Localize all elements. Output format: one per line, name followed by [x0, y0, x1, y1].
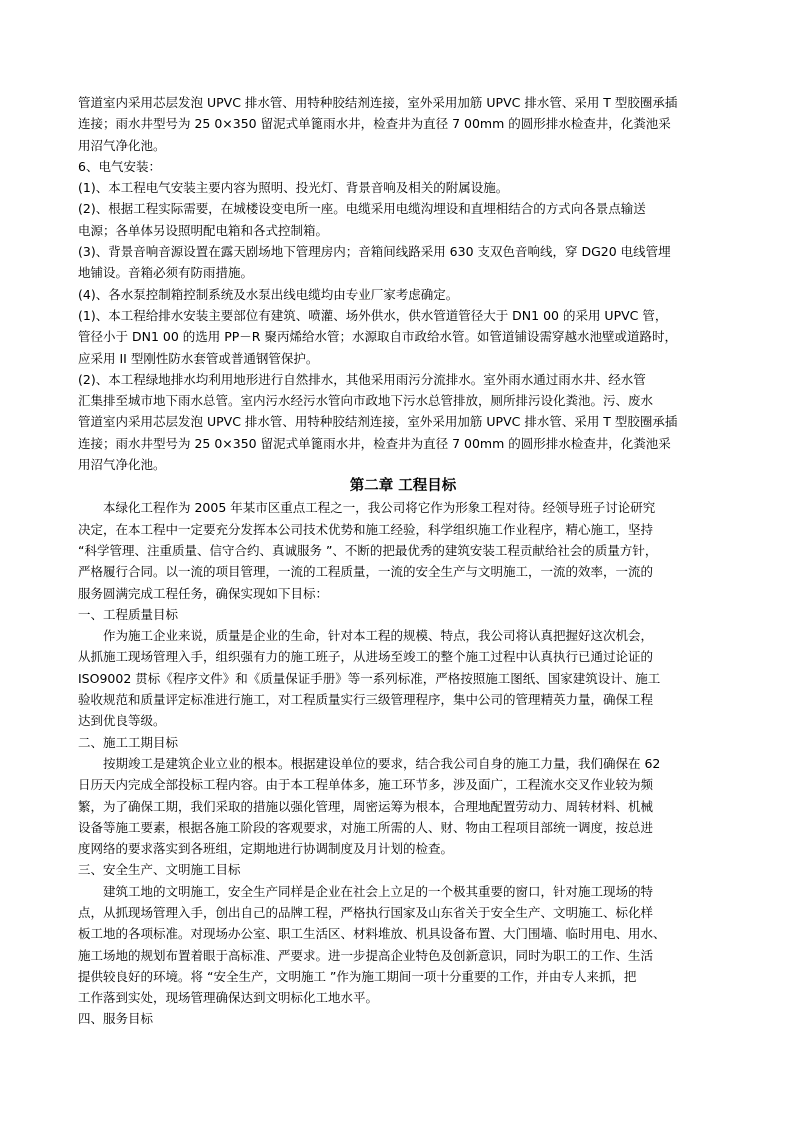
text-line: 严格履行合同。以一流的项目管理，一流的工程质量，一流的安全生产与文明施工，一流的效率，一流的 — [78, 564, 654, 580]
text-line: (1)、本工程电气安装主要内容为照明、投光灯、背景音响及相关的附属设施。 — [78, 180, 509, 196]
text-line: 达到优良等级。 — [78, 713, 166, 729]
text-line: 度网络的要求落实到各班组，定期地进行协调制度及月计划的检查。 — [78, 841, 454, 857]
text-line: 管径小于 DN1 00 的选用 PP－R 聚丙烯给水管；水源取自市政给水管。如管道铺设需穿越水池壁或道路时， — [78, 329, 677, 345]
text-line: 服务圆满完成工程任务，确保实现如下目标： — [78, 585, 329, 601]
text-line: 验收规范和质量评定标准进行施工，对工程质量实行三级管理程序，集中公司的管理精英力量，确保工程 — [78, 692, 654, 708]
text-line: 工作落到实处，现场管理确保达到文明标化工地水平。 — [78, 990, 379, 1006]
chapter-title: 第二章 工程目标 — [349, 478, 457, 495]
text-line: 提供较良好的环境。将 “安全生产，文明施工 ”作为施工期间一项十分重要的工作，并由专人来抓，把 — [78, 968, 637, 984]
text-line: 用沼气净化池。 — [78, 137, 166, 153]
text-line: (4)、各水泵控制箱控制系统及水泵出线电缆均由专业厂家考虑确定。 — [78, 286, 459, 302]
text-line: 决定，在本工程中一定要充分发挥本公司技术优势和施工经验，科学组织施工作业程序，精心施工，坚持 — [78, 521, 654, 537]
text-line: 用沼气净化池。 — [78, 457, 166, 473]
text-line: 繁，为了确保工期，我们采取的措施以强化管理，周密运筹为根本，合理地配置劳动力、周转材料、机械 — [78, 798, 654, 814]
section-heading: 三、安全生产、文明施工目标 — [78, 862, 241, 878]
text-line: 管道室内采用芯层发泡 UPVC 排水管、用特种胶结剂连接，室外采用加筋 UPVC 排水管、采用 T 型胶圈承插 — [78, 95, 678, 110]
text-line: 施工场地的规划布置着眼于高标准、严要求。进一步提高企业特色及创新意识，同时为职工的工作、生活 — [78, 947, 654, 963]
text-line: ISO9002 贯标《程序文件》和《质量保证手册》等一系列标准，严格按照施工图纸、国家建筑设计、施工 — [78, 670, 661, 686]
text-line: 日历天内完成全部投标工程内容。由于本工程单体多，施工环节多，涉及面广，工程流水交叉作业较为频 — [78, 777, 654, 793]
text-line: 汇集排至城市地下雨水总管。室内污水经污水管向市政地下污水总管排放，厕所排污设化粪池。污、废水 — [78, 393, 654, 409]
section-heading: 一、工程质量目标 — [78, 606, 179, 622]
text-line: (2)、本工程绿地排水均利用地形进行自然排水，其他采用雨污分流排水。室外雨水通过雨水井、经水管 — [78, 371, 646, 387]
text-line: 应采用 II 型刚性防水套管或普通钢管保护。 — [78, 350, 319, 366]
text-line: 连接；雨水井型号为 25 0×350 留泥式单篦雨水井，检查井为直径 7 00mm 的圆形排水检查井，化粪池采 — [78, 116, 671, 132]
text-line: 地铺设。音箱必须有防雨措施。 — [78, 265, 254, 281]
text-line: 管道室内采用芯层发泡 UPVC 排水管、用特种胶结剂连接，室外采用加筋 UPVC 排水管、采用 T 型胶圈承插 — [78, 414, 678, 430]
text-line: (2)、根据工程实际需要，在城楼设变电所一座。电缆采用电缆沟埋设和直埋相结合的方式向各景点输送 — [78, 201, 646, 217]
text-line: 点，从抓现场管理入手，创出自己的品牌工程，严格执行国家及山东省关于安全生产、文明施工、标化样 — [78, 904, 654, 920]
section-heading: 二、施工工期目标 — [78, 734, 179, 750]
document-body — [78, 92, 728, 1030]
text-line: 建筑工地的文明施工，安全生产同样是企业在社会上立足的一个极其重要的窗口，针对施工现场的特 — [103, 883, 654, 899]
text-line: 连接；雨水井型号为 25 0×350 留泥式单篦雨水井，检查井为直径 7 00mm 的圆形排水检查井，化粪池采 — [78, 435, 671, 451]
text-line: 作为施工企业来说，质量是企业的生命，针对本工程的规模、特点，我公司将认真把握好这次机会， — [103, 628, 654, 644]
text-line: 按期竣工是建筑企业立业的根本。根据建设单位的要求，结合我公司自身的施工力量，我们确保在 62 — [103, 755, 661, 771]
section-heading: 四、服务目标 — [78, 1011, 154, 1027]
text-line: (3)、背景音响音源设置在露天剧场地下管理房内；音箱间线路采用 630 支双色音响线，穿 DG20 电线管埋 — [78, 244, 671, 260]
text-line: “科学管理、注重质量、信守合约、真诚服务 ”、不断的把最优秀的建筑安装工程贡献给社会的质量方针， — [78, 542, 658, 558]
text-line: 板工地的各项标准。对现场办公室、职工生活区、材料堆放、机具设备布置、大门围墙、临时用电、用水、 — [78, 926, 666, 942]
text-line: 电源；各单体另设照明配电箱和各式控制箱。 — [78, 222, 329, 238]
text-line: 设备等施工要素，根据各施工阶段的客观要求，对施工所需的人、财、物由工程项目部统一调度，按总进 — [78, 819, 654, 835]
text-line: 从抓施工现场管理入手，组织强有力的施工班子，从进场至竣工的整个施工过程中认真执行已通过论证的 — [78, 649, 654, 665]
section-heading-electric: 6、电气安装： — [78, 158, 161, 174]
text-line: (1)、本工程给排水安装主要部位有建筑、喷灌、场外供水，供水管道管径大于 DN1 00 的采用 UPVC 管， — [78, 307, 668, 323]
text-line: 本绿化工程作为 2005 年某市区重点工程之一，我公司将它作为形象工程对待。经领导班子讨论研究 — [103, 500, 656, 516]
